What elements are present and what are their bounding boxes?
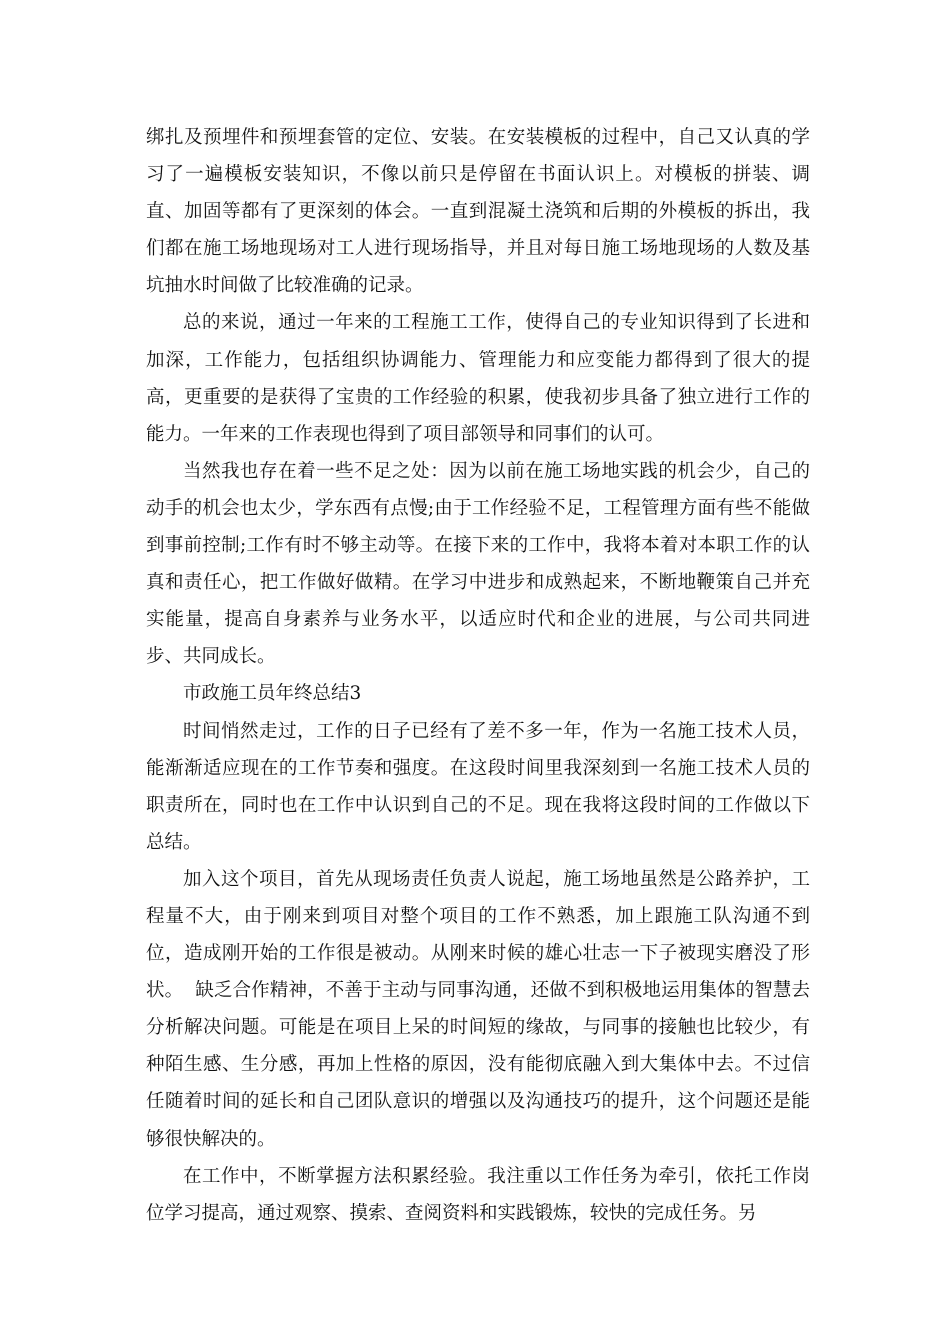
text-line: 加入这个项目，首先从现场责任负责人说起，施工场地虽然是公路养护， <box>183 868 792 890</box>
document-body <box>146 119 810 1232</box>
text-line: 的动手的机会也太少，学东西有点慢;由于工作经验不足，工程管理方面有些不 <box>146 460 810 519</box>
section-heading <box>146 675 810 712</box>
text-line: 当然我也存在着一些不足之处：因为以前在施工场地实践的机会少，自己 <box>183 460 792 482</box>
body-paragraph <box>146 1158 810 1232</box>
text-line: 提高，更重要的是获得了宝贵的工作经验的积累，使我初步具备了独立进行工 <box>146 349 810 408</box>
body-paragraph <box>146 304 810 452</box>
text-line: 学习了一遍模板安装知识，不像以前只是停留在书面认识上。对模板的拼装、 <box>146 127 810 186</box>
body-paragraph <box>146 119 810 304</box>
text-line: 以下总结。 <box>146 794 810 853</box>
body-paragraph <box>146 453 810 676</box>
text-line: 在工作中，不断掌握方法积累经验。我注重以工作任务为牵引，依托工作 <box>183 1165 792 1187</box>
text-line: 总的来说，通过一年来的工程施工工作，使得自己的专业知识得到了长进 <box>183 312 792 334</box>
text-line: 市政施工员年终总结3 <box>183 683 362 705</box>
text-line: 这个问题还是能够很快解决的。 <box>146 1091 810 1150</box>
body-paragraph <box>146 713 810 861</box>
text-line: 岗位学习提高，通过观察、摸索、查阅资料和实践锻炼，较快的完成任务。另 <box>146 1165 810 1224</box>
text-line: 作的能力。一年来的工作表现也得到了项目部领导和同事们的认可。 <box>146 386 810 445</box>
text-line: 中去。不过信任随着时间的延长和自己团队意识的增强以及沟通技巧的提升， <box>146 1054 810 1113</box>
text-line: 没了形状。 缺乏合作精神，不善于主动与同事沟通，还做不到积极地运用集体 <box>146 943 810 1002</box>
text-line: 作的认真和责任心，把工作做好做精。在学习中进步和成熟起来，不断地鞭策 <box>146 535 810 594</box>
text-line: 比较少，有种陌生感、生分感，再加上性格的原因，没有能彻底融入到大集体 <box>146 1017 810 1076</box>
text-line: 绑扎及预埋件和预埋套管的定位、安装。在安装模板的过程中，自己又认真的 <box>146 127 792 148</box>
text-line: 我们都在施工场地现场对工人进行现场指导，并且对每日施工场地现场的人数 <box>146 201 810 260</box>
body-paragraph <box>146 861 810 1158</box>
text-line: 调直、加固等都有了更深刻的体会。一直到混凝土浇筑和后期的外模板的拆出， <box>146 164 810 223</box>
text-line: 司共同进步、共同成长。 <box>146 609 810 668</box>
text-line: 的职责所在，同时也在工作中认识到自己的不足。现在我将这段时间的工作做 <box>146 757 810 816</box>
text-line: 到位，造成刚开始的工作很是被动。从刚来时候的雄心壮志一下子被现实磨 <box>146 905 810 965</box>
text-line: 工程量不大，由于刚来到项目对整个项目的工作不熟悉，加上跟施工队沟通不 <box>146 868 810 927</box>
text-line: 及基坑抽水时间做了比较准确的记录。 <box>146 238 810 297</box>
text-line: 能做到事前控制;工作有时不够主动等。在接下来的工作中，我将本着对本职工 <box>146 497 810 557</box>
text-line: 时间悄然走过，工作的日子已经有了差不多一年，作为一名施工技术人员， <box>183 720 810 742</box>
text-line: 和加深，工作能力，包括组织协调能力、管理能力和应变能力都得到了很大的 <box>146 312 810 371</box>
text-line: 自己并充实能量，提高自身素养与业务水平，以适应时代和企业的进展，与公 <box>146 572 810 631</box>
text-line: 能渐渐适应现在的工作节奏和强度。在这段时间里我深刻到一名施工技术人员 <box>146 757 792 779</box>
text-line: 的智慧去分析解决问题。可能是在项目上呆的时间短的缘故，与同事的接触也 <box>146 980 810 1039</box>
